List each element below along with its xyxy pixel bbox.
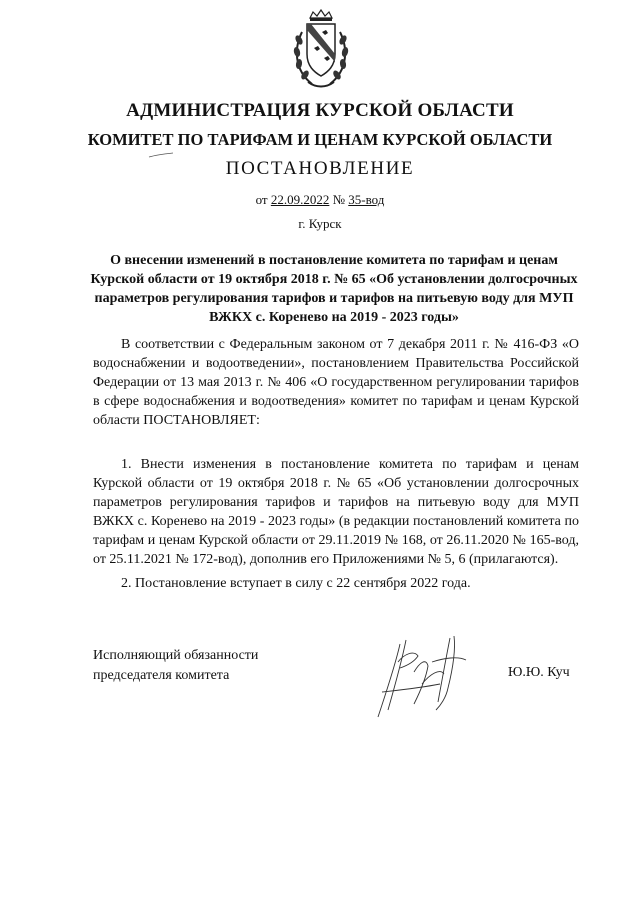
city-line: г. Курск xyxy=(298,216,342,231)
coat-of-arms-emblem xyxy=(290,8,352,90)
signatory-name: Ю.Ю. Куч xyxy=(508,665,570,680)
document-date: 22.09.2022 xyxy=(270,192,330,207)
position-line-2: председателя комитета xyxy=(93,668,230,683)
handwritten-signature xyxy=(370,632,490,722)
number-prefix: № xyxy=(329,192,349,207)
document-type: ПОСТАНОВЛЕНИЕ xyxy=(225,158,415,179)
document-title: О внесении изменений в постановление комитета по тарифам и ценам Курской области от 19 октября 2018 г. № 65 «Об установлении долгосрочных параметров регулирования тарифов и тарифов на питьевую воду для МУП ВЖКХ с. Коренево на 2019 - 2023 годы» xyxy=(90,253,578,325)
item-1-paragraph: 1. Внести изменения в постановление комитета по тарифам и ценам Курской области от 19 октября 2018 г. № 65 «Об установлении долгосрочных параметров регулирования тарифов и тарифов на питьевую воду для МУП ВЖКХ с. Коренево на 2019 - 2023 годы» (в редакции постановлений комитета по тарифам и ценам Курской области от 29.11.2019 № 168, от 26.11.2020 № 165-вод, от 25.11.2021 № 172-вод), дополнив его Приложениями № 5, 6 (прилагаются). xyxy=(93,457,579,567)
date-prefix: от xyxy=(255,192,271,207)
position-line-1: Исполняющий обязанности xyxy=(93,648,259,663)
org-name-administration: АДМИНИСТРАЦИЯ КУРСКОЙ ОБЛАСТИ xyxy=(126,100,514,121)
preamble-paragraph: В соответствии с Федеральным законом от 7 декабря 2011 г. № 416-ФЗ «О водоснабжении и водоотведении», постановлением Правительства Российской Федерации от 13 мая 2013 г. № 406 «О государственном регулировании тарифов в сфере водоснабжения и водоотведения» комитет по тарифам и ценам Курской области ПОСТАНОВЛЯЕТ: xyxy=(93,337,579,428)
document-number: 35-вод xyxy=(348,192,385,207)
item-2-paragraph: 2. Постановление вступает в силу с 22 сентября 2022 года. xyxy=(121,576,471,591)
date-number-line xyxy=(0,192,640,208)
signatory-position xyxy=(93,646,258,686)
org-name-committee: КОМИТЕТ ПО ТАРИФАМ И ЦЕНАМ КУРСКОЙ ОБЛАСТИ xyxy=(87,130,553,149)
